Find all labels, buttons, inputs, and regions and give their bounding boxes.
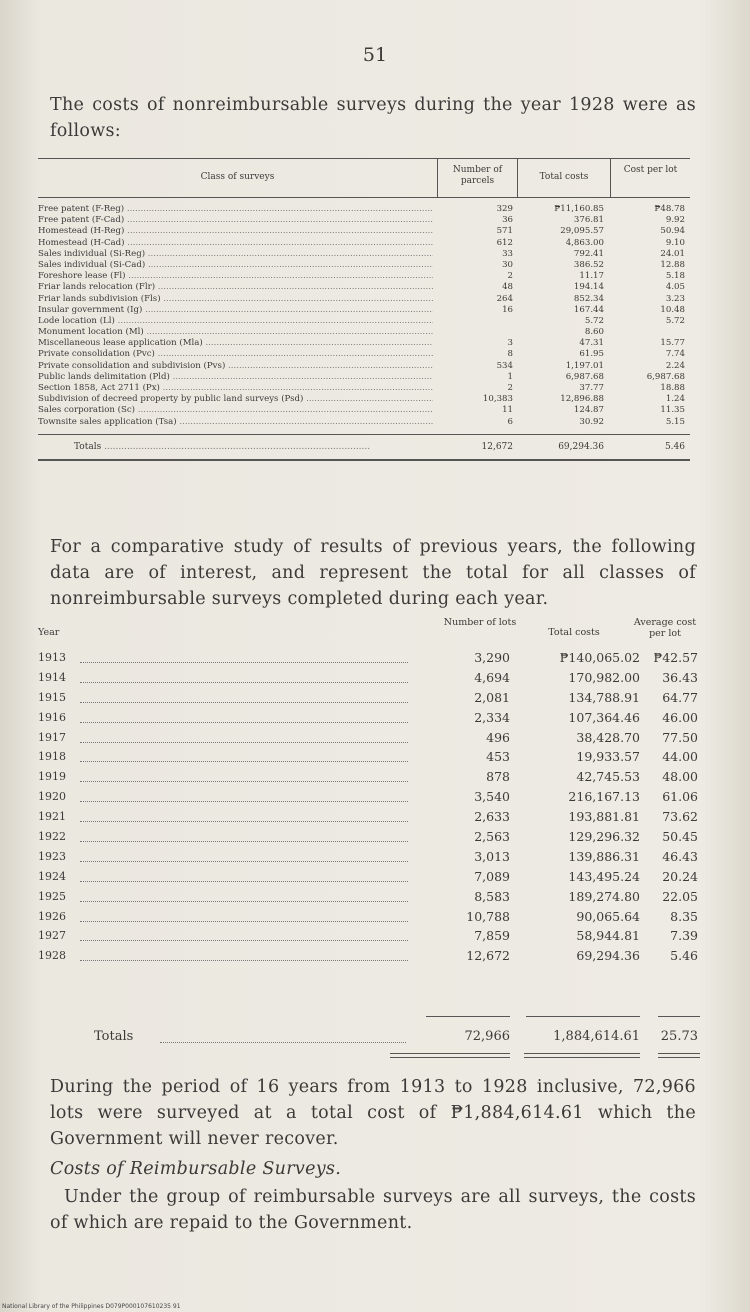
average-cost-cell: 48.00 xyxy=(662,769,698,785)
year-cell: 1916 xyxy=(38,710,66,724)
year-cell: 1923 xyxy=(38,849,66,863)
survey-class: Homestead (H-Reg) ..... xyxy=(38,226,433,237)
survey-class: Public lands delimitation (Pld) ..... xyxy=(38,372,433,383)
totals-average: 25.73 xyxy=(660,1029,698,1044)
average-cost-cell: 64.77 xyxy=(662,689,698,705)
table-row xyxy=(38,926,700,946)
totals-per-lot: 5.46 xyxy=(664,441,685,452)
table2-body xyxy=(38,648,700,966)
table-row xyxy=(38,327,690,338)
totals-lots: 72,966 xyxy=(464,1029,510,1044)
cost-per-lot: 5.15 xyxy=(665,416,685,427)
lots-cell: 2,081 xyxy=(474,689,510,705)
parcel-count: 8 xyxy=(507,349,513,360)
lots-cell: 10,788 xyxy=(466,908,510,924)
total-cost-cell: 38,428.70 xyxy=(576,729,640,745)
totals-cost: 69,294.36 xyxy=(558,441,604,452)
parcel-count: 33 xyxy=(502,248,513,259)
avg-double-rule xyxy=(658,1053,700,1058)
survey-class: Foreshore lease (Fl) ..... xyxy=(38,271,433,282)
survey-class: Subdivision of decreed property by public land surveys (Psd) ..... xyxy=(38,394,433,405)
parcel-count: 10,383 xyxy=(482,394,513,405)
table-row xyxy=(38,867,700,887)
costs-double-rule xyxy=(524,1053,640,1058)
average-cost-cell: 73.62 xyxy=(662,809,698,825)
table1-header xyxy=(38,158,690,198)
cost-per-lot: 5.18 xyxy=(665,271,685,282)
cost-per-lot: ₱48.78 xyxy=(654,204,685,214)
lots-cell: 3,013 xyxy=(474,848,510,864)
total-cost-cell: ₱140,065.02 xyxy=(559,650,640,665)
year-cell: 1920 xyxy=(38,790,66,804)
survey-class: Free patent (F-Reg) ..... xyxy=(38,204,433,215)
year-cell: 1914 xyxy=(38,670,66,684)
parcel-count: 30 xyxy=(502,259,513,270)
cost-per-lot: 10.48 xyxy=(660,304,685,315)
table-row xyxy=(38,215,690,226)
lots-cell: 2,563 xyxy=(474,829,510,845)
lots-cell: 2,633 xyxy=(474,809,510,825)
total-cost: 29,095.57 xyxy=(560,226,604,237)
year-cell: 1917 xyxy=(38,730,66,744)
header-parcels: Number of parcels xyxy=(452,165,503,186)
lots-cell: 496 xyxy=(486,729,510,745)
cost-per-lot: 12.88 xyxy=(660,259,685,270)
table-row xyxy=(38,305,690,316)
parcel-count: 48 xyxy=(502,282,513,293)
lots-cell: 3,540 xyxy=(474,789,510,805)
year-cell: 1922 xyxy=(38,830,66,844)
table1-body xyxy=(38,198,690,434)
cost-per-lot: 15.77 xyxy=(660,338,685,349)
totals-costs: 1,884,614.61 xyxy=(553,1029,640,1044)
header-lots: Number of lots xyxy=(443,617,517,628)
table1-totals-row xyxy=(38,434,690,459)
lots-cell: 7,859 xyxy=(474,928,510,944)
average-cost-cell: 44.00 xyxy=(662,749,698,765)
table-row xyxy=(38,907,700,927)
cost-per-lot: 11.35 xyxy=(660,405,685,416)
table-row xyxy=(38,372,690,383)
table-row xyxy=(38,338,690,349)
lots-cell: 8,583 xyxy=(474,888,510,904)
table-row xyxy=(38,708,700,728)
survey-class: Section 1858, Act 2711 (Px) ..... xyxy=(38,383,433,394)
total-cost: 12,896.88 xyxy=(560,394,604,405)
total-cost-cell: 134,788.91 xyxy=(568,689,640,705)
total-cost-cell: 129,296.32 xyxy=(568,829,640,845)
parcel-count: 571 xyxy=(496,226,513,237)
total-cost: 1,197.01 xyxy=(565,360,604,371)
total-cost: 37.77 xyxy=(579,383,604,393)
survey-class: Free patent (F-Cad) ..... xyxy=(38,215,433,226)
survey-class: Sales corporation (Sc) ..... xyxy=(38,405,433,416)
table-row xyxy=(38,226,690,237)
year-cell: 1919 xyxy=(38,770,66,784)
table-row xyxy=(38,728,700,748)
total-cost: 6,987.68 xyxy=(565,371,604,382)
library-footer: National Library of the Philippines D079P000107610235 91 xyxy=(2,1303,181,1310)
table-row xyxy=(38,668,700,688)
totals-label: Totals xyxy=(94,1029,134,1044)
table-row xyxy=(38,271,690,282)
survey-class: Townsite sales application (Tsa) ..... xyxy=(38,417,433,428)
parcel-count: 6 xyxy=(507,416,513,427)
table-row xyxy=(38,349,690,360)
intro-paragraph: The costs of nonreimbursable surveys during the year 1928 were as follows: xyxy=(50,95,696,141)
page-number: 51 xyxy=(362,44,388,66)
total-cost-cell: 216,167.13 xyxy=(568,789,640,805)
parcel-count: 534 xyxy=(496,360,513,371)
average-cost-cell: 50.45 xyxy=(662,829,698,845)
header-total-costs: Total costs xyxy=(548,627,600,638)
lots-cell: 12,672 xyxy=(466,948,510,964)
totals-parcels: 12,672 xyxy=(481,441,513,452)
table-row xyxy=(38,294,690,305)
header-total: Total costs xyxy=(539,172,589,182)
average-cost-cell: 22.05 xyxy=(662,888,698,904)
total-cost-cell: 107,364.46 xyxy=(568,709,640,725)
cost-per-lot: 5.72 xyxy=(665,315,685,326)
table2-totals-row xyxy=(38,1026,700,1048)
lots-cell: 878 xyxy=(486,769,510,785)
table2-header xyxy=(38,616,700,648)
average-cost-cell: 46.43 xyxy=(662,848,698,864)
average-cost-cell: 61.06 xyxy=(662,789,698,805)
total-cost: 47.31 xyxy=(579,338,604,349)
survey-class: Miscellaneous lease application (Mla) ..... xyxy=(38,338,433,349)
survey-class: Friar lands subdivision (Fls) ..... xyxy=(38,294,433,305)
table-row xyxy=(38,787,700,807)
parcel-count: 612 xyxy=(496,237,513,248)
lots-double-rule xyxy=(390,1053,510,1058)
table-row xyxy=(38,807,700,827)
average-cost-cell: ₱42.57 xyxy=(653,650,698,665)
yearly-comparison-table xyxy=(38,616,700,1044)
total-cost: ₱11,160.85 xyxy=(554,204,604,214)
nonreimbursable-costs-table xyxy=(38,158,690,461)
average-cost-cell: 20.24 xyxy=(662,868,698,884)
table-row xyxy=(38,847,700,867)
cost-per-lot: 4.05 xyxy=(665,282,685,293)
table-row xyxy=(38,394,690,405)
table-row xyxy=(38,648,700,668)
parcel-count: 2 xyxy=(507,383,513,393)
average-cost-cell: 36.43 xyxy=(662,669,698,685)
total-cost-cell: 170,982.00 xyxy=(568,669,640,685)
table-row xyxy=(38,249,690,260)
total-cost-cell: 193,881.81 xyxy=(568,809,640,825)
header-class: Class of surveys xyxy=(200,172,275,182)
total-cost: 792.41 xyxy=(573,248,604,259)
total-cost: 376.81 xyxy=(573,215,604,226)
total-cost: 194.14 xyxy=(573,282,604,293)
year-cell: 1928 xyxy=(38,949,66,963)
cost-per-lot: 9.92 xyxy=(665,215,685,226)
table-row xyxy=(38,827,700,847)
lots-cell: 453 xyxy=(486,749,510,765)
survey-class: Insular government (Ig) ..... xyxy=(38,305,433,316)
cost-per-lot: 50.94 xyxy=(660,226,685,237)
total-cost: 61.95 xyxy=(579,349,604,360)
lots-cell: 7,089 xyxy=(474,868,510,884)
table-row xyxy=(38,383,690,394)
total-cost: 386.52 xyxy=(573,259,604,270)
lots-cell: 2,334 xyxy=(474,709,510,725)
average-cost-cell: 46.00 xyxy=(662,709,698,725)
section-heading: Costs of Reimbursable Surveys. xyxy=(50,1159,342,1179)
costs-sum-rule xyxy=(526,1016,640,1017)
table-row xyxy=(38,316,690,327)
year-cell: 1913 xyxy=(38,651,66,664)
parcel-count: 264 xyxy=(496,293,513,304)
table-row xyxy=(38,688,700,708)
table-row xyxy=(38,405,690,416)
comparative-paragraph: For a comparative study of results of previous years, the following data are of interest, and represent the total for all classes of nonreimbursable surveys completed during each year. xyxy=(50,537,696,609)
parcel-count: 36 xyxy=(502,215,513,226)
cost-per-lot: 18.88 xyxy=(660,383,685,393)
parcel-count: 1 xyxy=(507,371,513,382)
total-cost-cell: 69,294.36 xyxy=(576,948,640,964)
cost-per-lot: 7.74 xyxy=(665,349,685,360)
cost-per-lot: 3.23 xyxy=(665,293,685,304)
total-cost: 167.44 xyxy=(573,304,604,315)
parcel-count: 11 xyxy=(502,405,513,416)
total-cost-cell: 143,495.24 xyxy=(568,868,640,884)
cost-per-lot: 2.24 xyxy=(665,360,685,371)
average-cost-cell: 5.46 xyxy=(670,948,698,964)
table-row xyxy=(38,238,690,249)
survey-class: Monument location (Ml) ..... xyxy=(38,327,433,338)
year-cell: 1924 xyxy=(38,869,66,883)
survey-class: Sales individual (Si-Cad) ..... xyxy=(38,260,433,271)
average-cost-cell: 7.39 xyxy=(670,928,698,944)
cost-per-lot: 24.01 xyxy=(660,248,685,259)
year-cell: 1927 xyxy=(38,929,66,943)
table-row xyxy=(38,747,700,767)
total-cost: 8.60 xyxy=(584,327,604,338)
year-cell: 1921 xyxy=(38,810,66,824)
table-row xyxy=(38,417,690,428)
cost-per-lot: 6,987.68 xyxy=(646,371,685,382)
total-cost-cell: 139,886.31 xyxy=(568,848,640,864)
year-cell: 1915 xyxy=(38,690,66,704)
parcel-count: 3 xyxy=(507,338,513,349)
table-row xyxy=(38,282,690,293)
total-cost-cell: 42,745.53 xyxy=(576,769,640,785)
parcel-count: 16 xyxy=(502,304,513,315)
year-cell: 1925 xyxy=(38,889,66,903)
totals-label: Totals ..... xyxy=(74,435,434,459)
survey-class: Sales individual (Si-Reg) ..... xyxy=(38,249,433,260)
header-cost-per-lot: Cost per lot xyxy=(623,165,678,175)
average-cost-cell: 8.35 xyxy=(670,908,698,924)
table-row xyxy=(38,946,700,966)
year-cell: 1926 xyxy=(38,909,66,923)
average-cost-cell: 77.50 xyxy=(662,729,698,745)
table1-bottom-rule xyxy=(38,459,690,461)
lots-cell: 4,694 xyxy=(474,669,510,685)
table-row xyxy=(38,204,690,215)
survey-class: Homestead (H-Cad) ..... xyxy=(38,238,433,249)
total-cost: 852.34 xyxy=(573,293,604,304)
total-cost-cell: 189,274.80 xyxy=(568,888,640,904)
total-cost: 11.17 xyxy=(579,271,604,282)
total-cost: 30.92 xyxy=(579,416,604,427)
cost-per-lot: 1.24 xyxy=(665,394,685,405)
closing-paragraph: During the period of 16 years from 1913 to 1928 inclusive, 72,966 lots were surveyed at a total cost of ₱1,884,614.61 which the Government will never recover. xyxy=(50,1077,696,1149)
survey-class: Friar lands relocation (Flr) ..... xyxy=(38,282,433,293)
table-row xyxy=(38,260,690,271)
total-cost: 5.72 xyxy=(584,315,604,326)
header-average: Average cost per lot xyxy=(633,617,697,639)
table-row xyxy=(38,887,700,907)
parcel-count: 2 xyxy=(507,271,513,282)
table-row xyxy=(38,361,690,372)
total-cost-cell: 58,944.81 xyxy=(576,928,640,944)
cost-per-lot: 9.10 xyxy=(665,237,685,248)
lots-cell: 3,290 xyxy=(474,650,510,665)
parcel-count: 329 xyxy=(496,204,513,214)
header-year: Year xyxy=(38,627,60,638)
lots-sum-rule xyxy=(426,1016,510,1017)
avg-sum-rule xyxy=(658,1016,700,1017)
survey-class: Lode location (Ll) ..... xyxy=(38,316,433,327)
table-row xyxy=(38,767,700,787)
year-cell: 1918 xyxy=(38,750,66,764)
total-cost-cell: 19,933.57 xyxy=(576,749,640,765)
reimbursable-paragraph: Under the group of reimbursable surveys are all surveys, the costs of which are repaid to the Government. xyxy=(50,1187,696,1233)
survey-class: Private consolidation (Pvc) ..... xyxy=(38,349,433,360)
total-cost: 124.87 xyxy=(573,405,604,416)
total-cost: 4,863.00 xyxy=(565,237,604,248)
total-cost-cell: 90,065.64 xyxy=(576,908,640,924)
survey-class: Private consolidation and subdivision (Pvs) ..... xyxy=(38,361,433,372)
